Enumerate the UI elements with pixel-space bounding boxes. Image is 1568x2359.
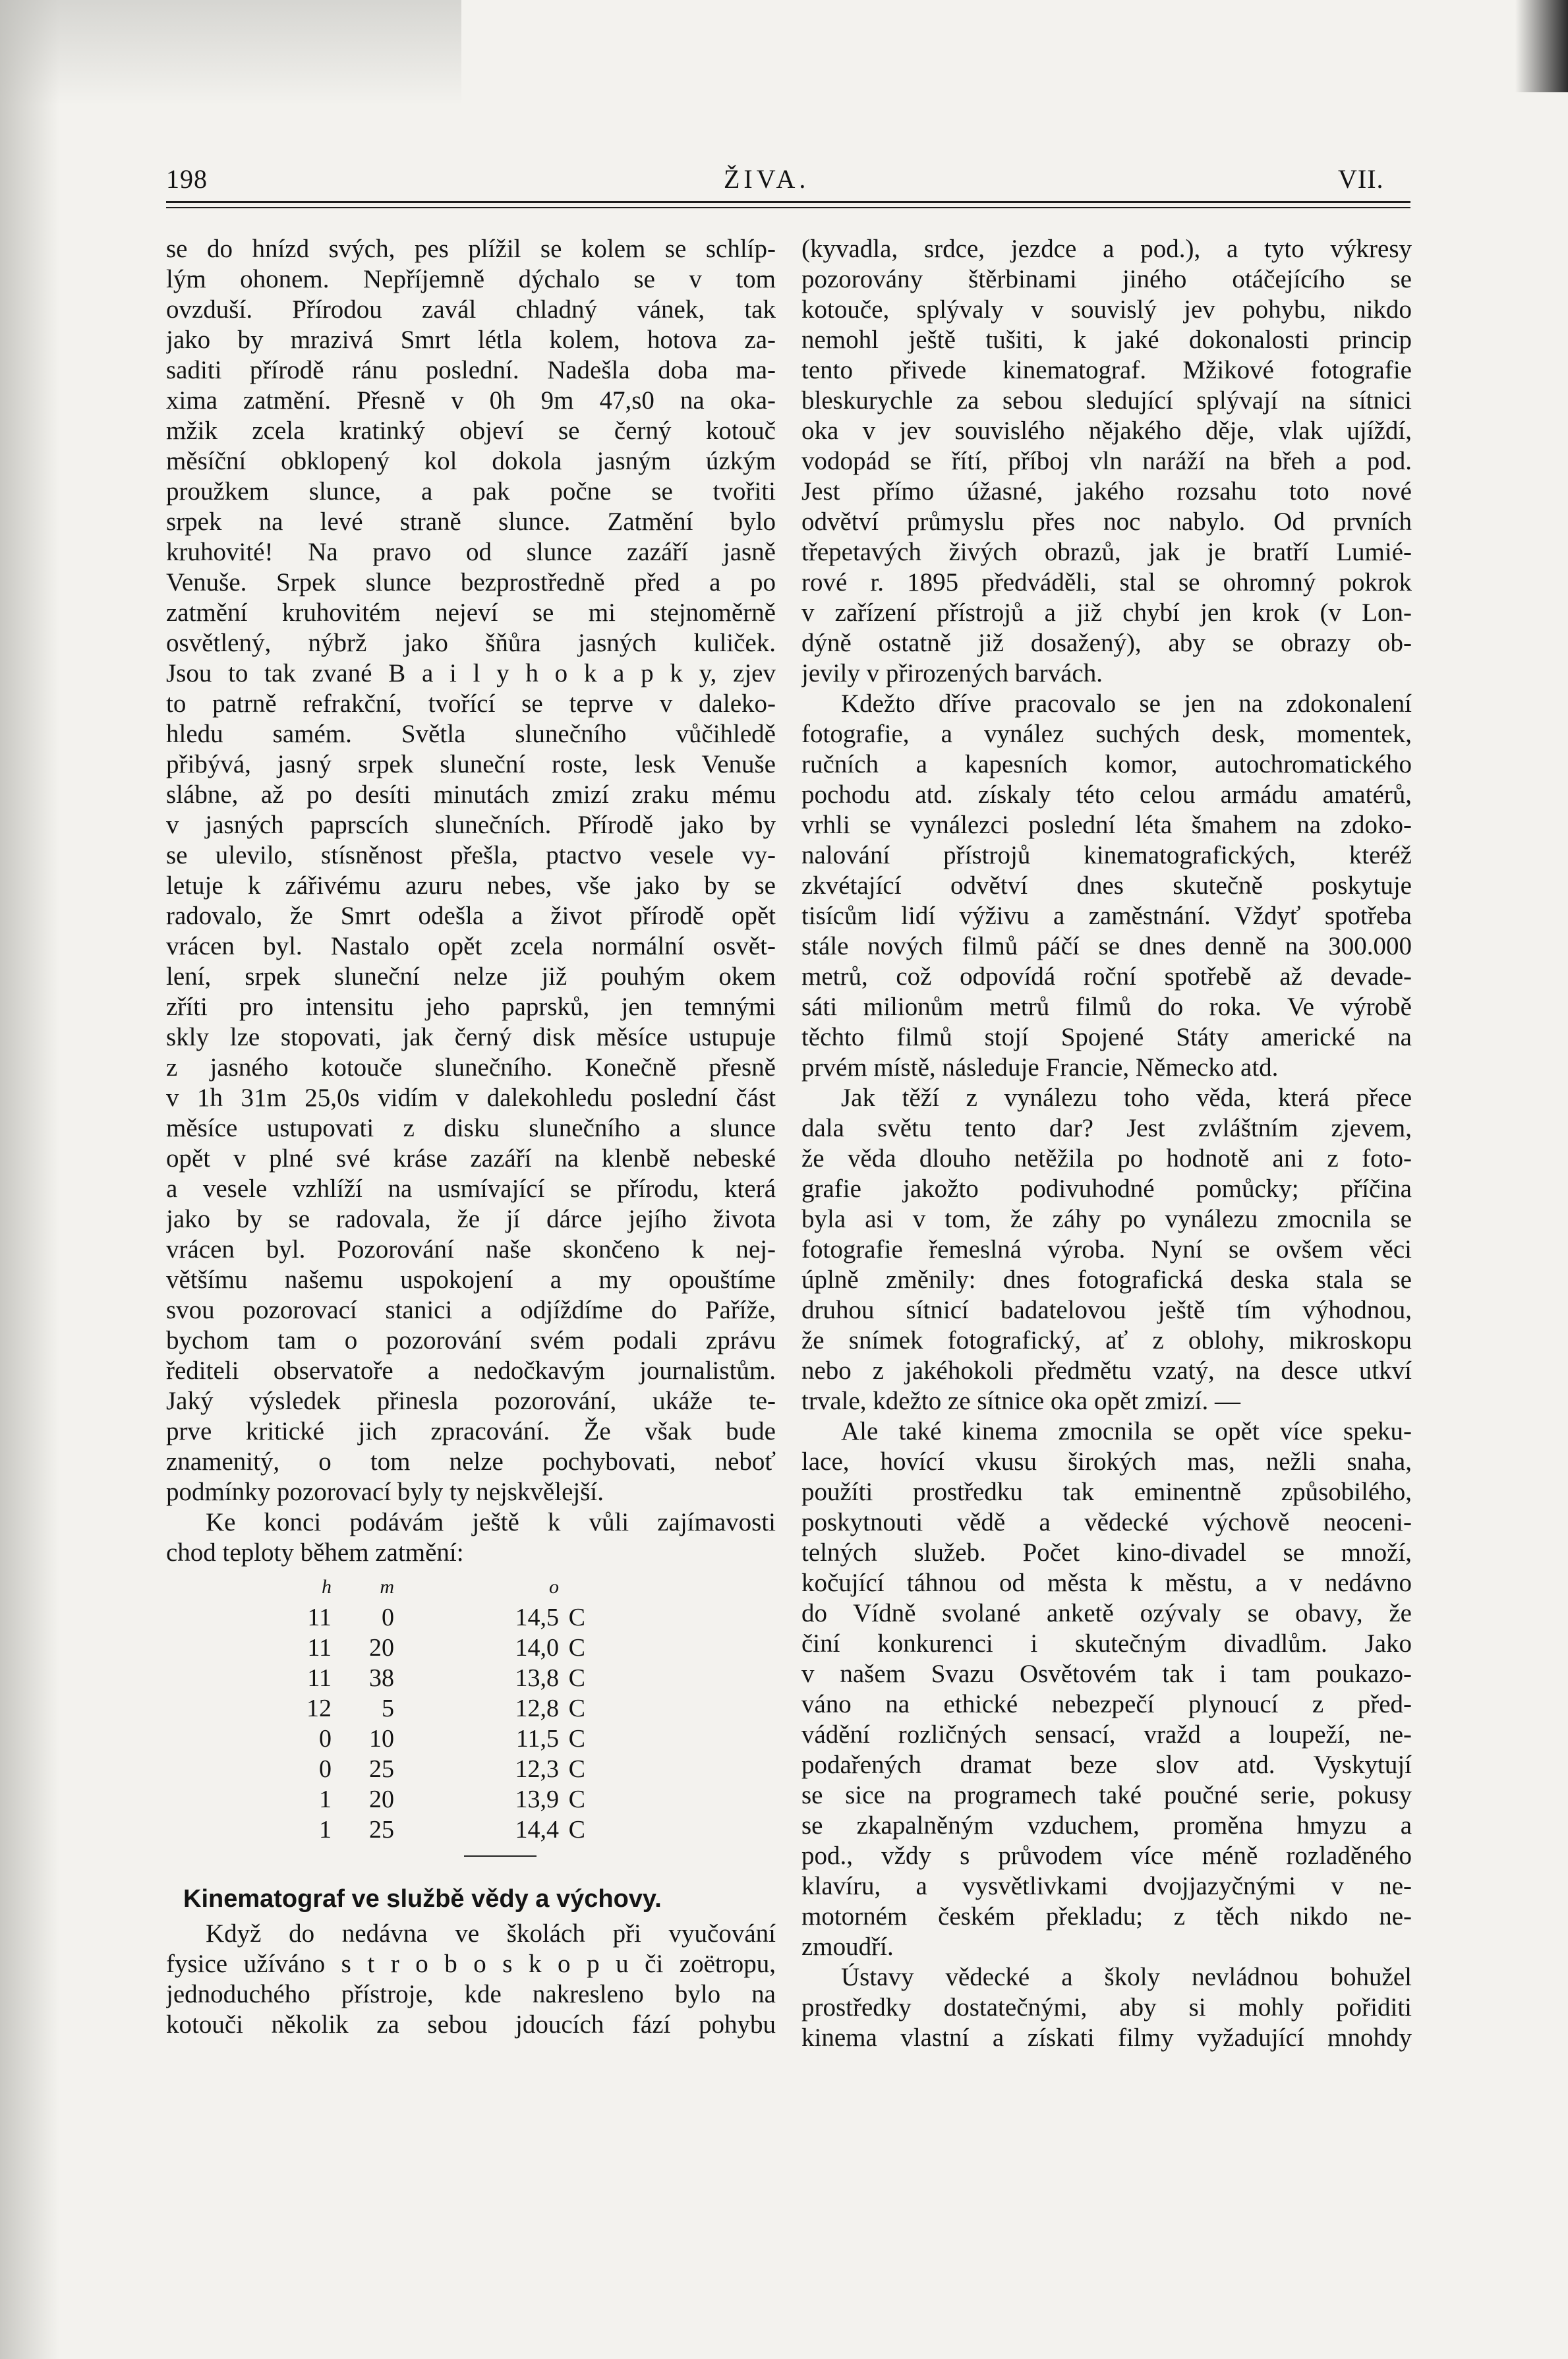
temperature-cell: 12,3: [515, 1755, 559, 1783]
text-line: trvale, kdežto ze sítnice oka opět zmizí. —: [801, 1387, 1240, 1415]
text-line: vrhli se vynálezci poslední léta šmahem na zdoko-: [801, 811, 1412, 839]
separator-rule: [464, 1855, 537, 1857]
volume-number: VII.: [1338, 164, 1384, 194]
text-line: měsíce ustupovati z disku slunečního a slunce: [166, 1114, 776, 1142]
text-line: měsíční obklopený kol dokola jasným úzkým: [166, 447, 776, 475]
text-line: Jest přímo úžasné, jakého rozsahu toto nové: [801, 477, 1412, 506]
text-line: a vesele vzhlíží na usmívající se přírodu, která: [166, 1175, 776, 1203]
text-line: fysice užíváno s t r o b o s k o p u či zoëtropu,: [166, 1950, 776, 1978]
text-line: odvětví průmyslu přes noc nabylo. Od prvních: [801, 508, 1412, 536]
text-line: svou pozorovací stanici a odjíždíme do Paříže,: [166, 1296, 776, 1324]
text-line: Jak těží z vynálezu toho věda, která přece: [841, 1084, 1412, 1112]
text-line: jednoduchého přístroje, kde nakresleno bylo na: [166, 1980, 776, 2008]
text-line: se sice na programech také poučné serie, pokusy: [801, 1781, 1412, 1809]
hour-cell: 1: [319, 1786, 332, 1813]
minute-cell: 10: [369, 1725, 394, 1753]
paragraph: [801, 1083, 1412, 1416]
text-line: kočující táhnou od města k městu, a v nedávno: [801, 1569, 1412, 1597]
text-line: grafie jakožto podivuhodné pomůcky; příčina: [801, 1175, 1412, 1203]
kinematograph-paragraph: [166, 1919, 776, 2040]
text-line: rové r. 1895 předváděli, stal se ohromný pokrok: [801, 568, 1412, 597]
text-line: nebo z jakéhokoli předmětu vzatý, na desce utkví: [801, 1356, 1412, 1385]
text-line: vodopád se řítí, příboj vln naráží na břeh a pod.: [801, 447, 1412, 475]
text-line: fotografie, a vynález suchých desk, momentek,: [801, 720, 1412, 748]
text-line: fotografie řemeslná výroba. Nyní se ovšem věci: [801, 1235, 1412, 1264]
text-line: Ke konci podávám ještě k vůli zajímavosti: [206, 1508, 776, 1536]
text-line: nemohl ještě tušiti, k jaké dokonalosti princip: [801, 326, 1412, 354]
text-line: do Vídně svolané anketě ozývaly se obavy, že: [801, 1599, 1412, 1627]
paragraph: [801, 1416, 1412, 1962]
text-line: chod teploty během zatmění:: [166, 1538, 464, 1567]
table-row: [295, 1633, 585, 1663]
text-line: bychom tam o pozorování svém podali zprávu: [166, 1326, 776, 1354]
text-line: metrů, což odpovídá roční spotřebě až devade-: [801, 962, 1412, 991]
text-line: jevily v přirozených barvách.: [801, 659, 1103, 687]
text-line: těchto filmů stojí Spojené Státy americké na: [801, 1023, 1412, 1051]
text-line: dýně ostatně již dosažený), aby se obrazy ob-: [801, 629, 1412, 657]
table-row: [295, 1784, 585, 1815]
table-row: [295, 1815, 585, 1845]
text-line: (kyvadla, srdce, jezdce a pod.), a tyto výkresy: [801, 235, 1412, 263]
text-line: jako by mrazivá Smrt létla kolem, hotova za-: [166, 326, 776, 354]
text-line: podařených dramat beze slov atd. Vyskytují: [801, 1751, 1412, 1779]
temperature-cell: 14,0: [515, 1634, 559, 1662]
text-line: poskytnouti vědě a vědecké výchově neoceni-: [801, 1508, 1412, 1536]
text-line: lým ohonem. Nepříjemně dýchalo se v tom: [166, 265, 776, 293]
temperature-cell: 14,5: [515, 1604, 559, 1631]
minute-cell: 25: [369, 1816, 394, 1844]
text-line: lace, hovící vkusu širokých mas, nežli snaha,: [801, 1447, 1412, 1476]
table-row: [295, 1663, 585, 1693]
text-line: ovzduší. Přírodou zavál chladný vánek, tak: [166, 295, 776, 324]
unit-cell: C: [568, 1664, 585, 1692]
scan-top-shadow: [0, 0, 461, 105]
text-line: srpek na levé straně slunce. Zatmění bylo: [166, 508, 776, 536]
unit-cell: C: [568, 1604, 585, 1631]
text-line: kotouči několik za sebou jdoucích fází pohybu: [166, 2010, 776, 2039]
text-line: se ulevilo, stísněnost přešla, ptactvo vesele vy-: [166, 841, 776, 869]
left-column: [166, 234, 776, 2040]
text-line: lení, srpek sluneční nelze již pouhým okem: [166, 962, 776, 991]
text-line: hledu samém. Světla slunečního vůčihledě: [166, 720, 776, 748]
text-line: znamenitý, o tom nelze pochybovati, neboť: [166, 1447, 776, 1476]
text-line: saditi přírodě ránu poslední. Nadešla doba ma-: [166, 356, 776, 384]
text-line: prostředky dostatečnými, aby si mohly pořiditi: [801, 1993, 1412, 2022]
text-line: prve kritické jich zpracování. Že však bude: [166, 1417, 776, 1445]
text-line: že věda dlouho netěžila po hodnotě ani z foto-: [801, 1144, 1412, 1173]
text-line: tento přivede kinematograf. Mžikové fotografie: [801, 356, 1412, 384]
table-header-row: [295, 1572, 585, 1602]
text-line: ručních a kapesních komor, autochromatického: [801, 750, 1412, 778]
text-line: zatmění kruhovitém nejeví se mi stejnoměrně: [166, 598, 776, 627]
temperature-cell: 14,4: [515, 1816, 559, 1844]
text-line: Jsou to tak zvané B a i l y h o k a p k y, zjev: [166, 659, 776, 687]
hour-cell: 1: [319, 1816, 332, 1844]
paragraph: [801, 1962, 1412, 2053]
table-row: [295, 1754, 585, 1784]
text-line: letuje k zářivému azuru nebes, vše jako by se: [166, 871, 776, 900]
text-line: činí konkurenci i skutečným divadlům. Jako: [801, 1629, 1412, 1658]
header-rule-double: [166, 207, 1410, 208]
hour-cell: 0: [319, 1755, 332, 1783]
scan-corner-shadow: [1515, 0, 1568, 92]
unit-cell: C: [568, 1755, 585, 1783]
text-line: Jaký výsledek přinesla pozorování, ukáže te-: [166, 1387, 776, 1415]
section-heading: Kinematograf ve službě vědy a výchovy.: [183, 1885, 662, 1913]
text-line: dala světu tento dar? Jest zvláštním zjevem,: [801, 1114, 1412, 1142]
text-line: jako by se radovala, že jí dárce jejího života: [166, 1205, 776, 1233]
text-line: vádění rozličných sensací, vražd a loupeží, ne-: [801, 1720, 1412, 1749]
text-line: z jasného kotouče slunečního. Konečně přesně: [166, 1053, 776, 1082]
hour-cell: 12: [306, 1695, 332, 1722]
text-line: skly lze stopovati, jak černý disk měsíce ustupuje: [166, 1023, 776, 1051]
text-line: Kdežto dříve pracovalo se jen na zdokonalení: [841, 689, 1412, 718]
text-line: úplně změnily: dnes fotografická deska stala se: [801, 1266, 1412, 1294]
text-line: osvětlený, nýbrž jako šňůra jasných kuliček.: [166, 629, 776, 657]
text-line: oka v jev souvislého nějakého děje, vlak ujíždí,: [801, 417, 1412, 445]
text-line: pochodu atd. získaly této celou armádu amatérů,: [801, 780, 1412, 809]
text-line: opět v plné své kráse zazáří na klenbě nebeské: [166, 1144, 776, 1173]
text-line: zříti pro intensitu jeho paprsků, jen temnými: [166, 993, 776, 1021]
text-line: v 1h 31m 25,0s vidím v dalekohledu poslední část: [166, 1084, 776, 1112]
text-line: pod., vždy s průvodem více méně rozladěného: [801, 1842, 1412, 1870]
text-line: prvém místě, následuje Francie, Německo atd.: [801, 1053, 1279, 1082]
hour-cell: 11: [307, 1664, 332, 1692]
page-number: 198: [166, 164, 208, 194]
text-line: slábne, až po desíti minutách zmizí zraku mému: [166, 780, 776, 809]
eclipse-paragraph: [166, 234, 776, 1507]
degree-header: o: [549, 1576, 559, 1598]
text-line: vrácen byl. Nastalo opět zcela normální osvět-: [166, 932, 776, 960]
hour-cell: 11: [307, 1634, 332, 1662]
text-line: váno na ethické nebezpečí plynoucí z před-: [801, 1690, 1412, 1718]
text-line: Když do nedávna ve školách při vyučování: [206, 1919, 776, 1948]
text-line: kruhovité! Na pravo od slunce zazáří jasně: [166, 538, 776, 566]
minute-cell: 38: [369, 1664, 394, 1692]
temperature-table: [295, 1572, 585, 1845]
hour-header: h: [322, 1576, 332, 1598]
hour-cell: 0: [319, 1725, 332, 1753]
table-row: [295, 1602, 585, 1633]
text-line: zkvétající odvětví dnes skutečně poskytuje: [801, 871, 1412, 900]
minute-cell: 20: [369, 1634, 394, 1662]
unit-cell: C: [568, 1634, 585, 1662]
text-line: kotouče, splývaly v souvislý jev pohybu, nikdo: [801, 295, 1412, 324]
table-row: [295, 1724, 585, 1754]
text-line: Ale také kinema zmocnila se opět více speku-: [841, 1417, 1412, 1445]
text-line: podmínky pozorovací byly ty nejskvělejší.: [166, 1478, 604, 1506]
text-line: mžik zcela kratinký objeví se černý kotouč: [166, 417, 776, 445]
text-line: vrácen byl. Pozorování naše skončeno k nej-: [166, 1235, 776, 1264]
temperature-intro: [166, 1507, 776, 1568]
text-line: použíti prostředku tak eminentně způsobilého,: [801, 1478, 1412, 1506]
text-line: třepetavých živých obrazů, jak je bratří Lumié-: [801, 538, 1412, 566]
text-line: proužkem slunce, a pak počne se tvořiti: [166, 477, 776, 506]
unit-cell: C: [568, 1725, 585, 1753]
text-line: to patrně refrakční, tvořící se teprve v daleko-: [166, 689, 776, 718]
scan-edge-shadow: [0, 0, 59, 2359]
text-line: Ústavy vědecké a školy nevládnou bohužel: [841, 1963, 1412, 1991]
text-line: se do hnízd svých, pes plížil se kolem se schlíp-: [166, 235, 776, 263]
text-line: sáti milionům metrů filmů do roka. Ve výrobě: [801, 993, 1412, 1021]
minute-cell: 0: [382, 1604, 394, 1631]
minute-cell: 5: [382, 1695, 394, 1722]
unit-cell: C: [568, 1695, 585, 1722]
minute-cell: 25: [369, 1755, 394, 1783]
text-line: bleskurychle za sebou sledující splývají na sítnici: [801, 386, 1412, 415]
minute-header: m: [380, 1576, 394, 1598]
minute-cell: 20: [369, 1786, 394, 1813]
right-column: [801, 234, 1412, 2053]
temperature-cell: 12,8: [515, 1695, 559, 1722]
paragraph: [801, 689, 1412, 1083]
text-line: telných služeb. Počet kino-divadel se množí,: [801, 1538, 1412, 1567]
temperature-cell: 13,8: [515, 1664, 559, 1692]
text-line: druhou sítnicí badatelovou ještě tím výhodnou,: [801, 1296, 1412, 1324]
unit-cell: C: [568, 1786, 585, 1813]
text-line: že snímek fotografický, ať z oblohy, mikroskopu: [801, 1326, 1412, 1354]
running-title: ŽIVA.: [724, 164, 810, 194]
text-line: v zařízení přístrojů a již chybí jen krok (v Lon-: [801, 598, 1412, 627]
text-line: přibývá, jasný srpek sluneční roste, lesk Venuše: [166, 750, 776, 778]
text-line: se zkapalněným vzduchem, proměna hmyzu a: [801, 1811, 1412, 1840]
text-line: nalování přístrojů kinematografických, kteréž: [801, 841, 1412, 869]
temperature-cell: 11,5: [515, 1725, 559, 1753]
header-rule: [166, 201, 1410, 203]
text-line: Venuše. Srpek slunce bezprostředně před a po: [166, 568, 776, 597]
text-line: tisícům lidí výživu a zaměstnání. Vždyť spotřeba: [801, 902, 1412, 930]
text-line: v jasných paprscích slunečních. Přírodě jako by: [166, 811, 776, 839]
text-line: pozorovány štěrbinami jiného otáčejícího se: [801, 265, 1412, 293]
text-line: většímu našemu uspokojení a my opouštíme: [166, 1266, 776, 1294]
temperature-cell: 13,9: [515, 1786, 559, 1813]
text-line: v našem Svazu Osvětovém tak i tam poukazo-: [801, 1660, 1412, 1688]
text-line: stále nových filmů páčí se dnes denně na 300.000: [801, 932, 1412, 960]
paragraph: [801, 234, 1412, 689]
text-line: klavíru, a vysvětlivkami dvojjazyčnými v ne-: [801, 1872, 1412, 1900]
text-line: xima zatmění. Přesně v 0h 9m 47,s0 na oka-: [166, 386, 776, 415]
text-line: byla asi v tom, že záhy po vynálezu zmocnila se: [801, 1205, 1412, 1233]
text-line: řediteli observatoře a nedočkavým journalistům.: [166, 1356, 776, 1385]
table-row: [295, 1693, 585, 1724]
unit-cell: C: [568, 1816, 585, 1844]
text-line: motorném českém překladu; z těch nikdo ne-: [801, 1902, 1412, 1931]
text-line: kinema vlastní a získati filmy vyžadující mnohdy: [801, 2024, 1412, 2052]
text-line: zmoudří.: [801, 1933, 894, 1961]
hour-cell: 11: [307, 1604, 332, 1631]
text-line: radovalo, že Smrt odešla a život přírodě opět: [166, 902, 776, 930]
